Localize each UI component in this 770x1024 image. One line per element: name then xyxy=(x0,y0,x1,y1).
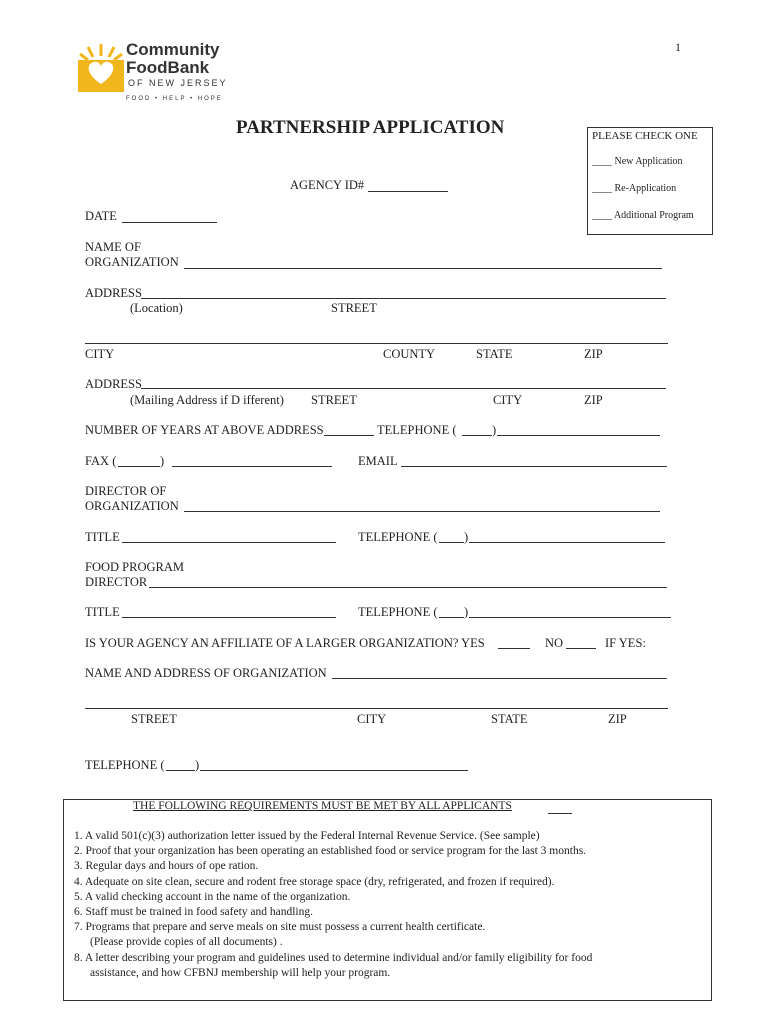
org-address-line-field[interactable] xyxy=(85,708,668,709)
location-label: (Location) xyxy=(130,301,183,315)
years-address-label: NUMBER OF YEARS AT ABOVE ADDRESS xyxy=(85,423,324,437)
page-number: 1 xyxy=(675,40,681,54)
affiliate-no-field[interactable] xyxy=(566,648,596,649)
logo-tagline: FOOD • HELP • HOPE xyxy=(126,96,223,102)
title-label-1: TITLE xyxy=(85,530,120,544)
agency-id-label: AGENCY ID# xyxy=(290,178,365,192)
mailing-note-label: (Mailing Address if D ifferent) xyxy=(130,393,284,407)
mailing-zip-label: ZIP xyxy=(584,393,603,407)
name-address-org-field[interactable] xyxy=(332,678,667,679)
telephone-field-3[interactable] xyxy=(469,617,671,618)
organization-name-field[interactable] xyxy=(184,268,662,269)
affiliate-no-label: NO xyxy=(545,636,564,650)
telephone-label-2: TELEPHONE ( xyxy=(358,530,438,544)
title-label-2: TITLE xyxy=(85,605,120,619)
email-field[interactable] xyxy=(401,466,667,467)
requirement-item: 3. Regular days and hours of ope ration. xyxy=(74,860,259,872)
requirement-item: 7. Programs that prepare and serve meals on site must possess a current health certificate. xyxy=(74,921,486,933)
requirements-heading: THE FOLLOWING REQUIREMENTS MUST BE MET BY ALL APPLICANTS xyxy=(133,800,512,812)
title-field-2[interactable] xyxy=(122,617,336,618)
telephone-label-3: TELEPHONE ( xyxy=(358,605,438,619)
requirement-item: 2. Proof that your organization has been operating an established food or service program for the last 3 months. xyxy=(74,845,587,857)
check-one-heading: PLEASE CHECK ONE xyxy=(592,130,698,142)
email-label: EMAIL xyxy=(358,454,398,468)
address-label: ADDRESS xyxy=(85,286,142,300)
requirements-heading-underline xyxy=(548,813,572,814)
county-label: COUNTY xyxy=(383,347,436,361)
requirement-item: assistance, and how CFBNJ membership will help your program. xyxy=(90,967,391,979)
address-field[interactable] xyxy=(141,298,666,299)
affiliate-question: IS YOUR AGENCY AN AFFILIATE OF A LARGER ORGANIZATION? YES xyxy=(85,636,485,650)
agency-id-field[interactable] xyxy=(368,191,448,192)
telephone-field-2[interactable] xyxy=(469,542,665,543)
title-field-1[interactable] xyxy=(122,542,336,543)
telephone-area-field-1[interactable] xyxy=(462,435,492,436)
food-director-field[interactable] xyxy=(149,587,667,588)
option-new-application[interactable]: ____ New Application xyxy=(592,156,683,167)
mailing-street-label: STREET xyxy=(311,393,357,407)
telephone-label-1: TELEPHONE ( xyxy=(377,423,457,437)
years-field[interactable] xyxy=(324,435,374,436)
name-of-label: NAME OF xyxy=(85,240,141,254)
street-label: STREET xyxy=(331,301,377,315)
organization-label: ORGANIZATION xyxy=(85,255,179,269)
page-title: PARTNERSHIP APPLICATION xyxy=(236,117,505,138)
director-of-label: DIRECTOR OF xyxy=(85,484,167,498)
telephone-close-2: ) xyxy=(464,530,469,544)
org-zip-label: ZIP xyxy=(608,712,627,726)
city-line-field[interactable] xyxy=(85,343,668,344)
mailing-address-label: ADDRESS xyxy=(85,377,142,391)
if-yes-label: IF YES: xyxy=(605,636,646,650)
zip-label: ZIP xyxy=(584,347,603,361)
logo-line2: FoodBank xyxy=(126,58,210,77)
state-label: STATE xyxy=(476,347,513,361)
director-field[interactable] xyxy=(184,511,660,512)
telephone-close-1: ) xyxy=(492,423,497,437)
fax-label: FAX ( xyxy=(85,454,117,468)
director-label: DIRECTOR xyxy=(85,575,148,589)
org-street-label: STREET xyxy=(131,712,177,726)
food-program-label: FOOD PROGRAM xyxy=(85,560,184,574)
requirement-item: 5. A valid checking account in the name of the organization. xyxy=(74,891,351,903)
telephone-field-1[interactable] xyxy=(497,435,660,436)
requirement-item: 4. Adequate on site clean, secure and rodent free storage space (dry, refrigerated, and frozen if required). xyxy=(74,876,555,888)
mailing-address-field[interactable] xyxy=(141,388,666,389)
requirement-item: 8. A letter describing your program and guidelines used to determine individual and/or family eligibility for food xyxy=(74,952,593,964)
telephone-field-4[interactable] xyxy=(200,770,468,771)
requirement-item: (Please provide copies of all documents) . xyxy=(90,936,283,948)
fax-area-field[interactable] xyxy=(118,466,160,467)
telephone-close-3: ) xyxy=(464,605,469,619)
logo-line3: OF NEW JERSEY xyxy=(128,78,228,88)
mailing-city-label: CITY xyxy=(493,393,523,407)
city-label: CITY xyxy=(85,347,115,361)
director-organization-label: ORGANIZATION xyxy=(85,499,179,513)
fax-field[interactable] xyxy=(172,466,332,467)
telephone-area-field-2[interactable] xyxy=(439,542,464,543)
option-re-application[interactable]: ____ Re-Application xyxy=(592,183,677,194)
date-field[interactable] xyxy=(122,222,217,223)
name-address-org-label: NAME AND ADDRESS OF ORGANIZATION xyxy=(85,666,327,680)
telephone-label-4: TELEPHONE ( xyxy=(85,758,165,772)
telephone-area-field-4[interactable] xyxy=(166,770,195,771)
fax-close: ) xyxy=(160,454,165,468)
date-label: DATE xyxy=(85,209,117,223)
telephone-area-field-3[interactable] xyxy=(439,617,464,618)
requirement-item: 6. Staff must be trained in food safety and handling. xyxy=(74,906,314,918)
org-city-label: CITY xyxy=(357,712,387,726)
requirement-item: 1. A valid 501(c)(3) authorization letter issued by the Federal Internal Revenue Service. (See sample) xyxy=(74,830,540,842)
option-additional-program[interactable]: ____ Additional Program xyxy=(592,210,694,221)
heart-sun-icon xyxy=(78,42,124,92)
logo-line1: Community xyxy=(126,40,220,59)
org-state-label: STATE xyxy=(491,712,528,726)
telephone-close-4: ) xyxy=(195,758,200,772)
logo xyxy=(78,40,228,110)
affiliate-yes-field[interactable] xyxy=(498,648,530,649)
